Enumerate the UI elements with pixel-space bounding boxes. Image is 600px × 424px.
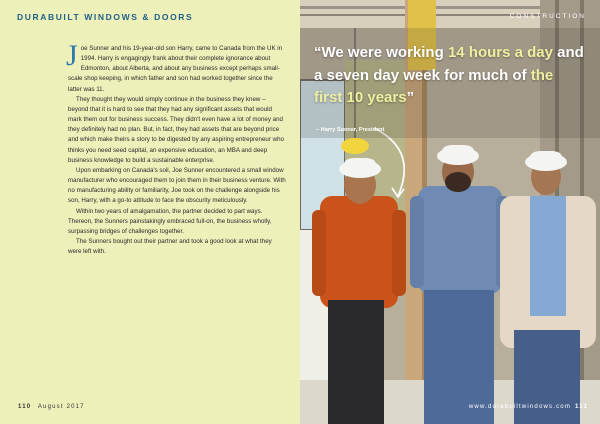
quote-middle: and a seven day week for much of	[314, 44, 584, 84]
paragraph-4: Within two years of amalgamation, the partner decided to part ways. Thereon, the Sunners painstakingly embraced full-on, the business wholly, surpassing bridges of challenges together.	[68, 207, 272, 235]
website-url[interactable]: www.durabuiltwindows.com	[468, 404, 572, 410]
quote-highlight-years: the first 10 years	[314, 66, 554, 106]
quote-highlight-hours: 14 hours a day	[447, 44, 553, 61]
paragraph-1: oe Sunner and his 19-year-old son Harry, came to Canada from the UK in 1994. Harry is engagingly frank about their complete ignorance about Edmonton, about Alberta, and about any business except perhaps small-scale shop keeping, in which father and son had worked together since the latter was 11.	[68, 45, 283, 93]
section-label: CONSTRUCTION	[509, 13, 586, 20]
pull-quote	[314, 42, 584, 110]
right-folio	[469, 404, 588, 410]
paragraph-3: Upon embarking on Canada's soil, Joe Sunner encountered a small window manufacturer who encouraged them to join them in their business venture. With no manufacturing ability or familiarity, Joe took on the challenge alongside his son, Harry, with a go-to attitude to face the obscurity meticulously.	[68, 166, 286, 205]
page-number-right: 111	[575, 404, 588, 410]
drop-cap: J	[66, 39, 78, 72]
article-body	[66, 39, 286, 257]
paragraph-5: The Sunners bought out their partner and took a good look at what they were left with.	[68, 237, 272, 256]
quote-close: ”	[406, 89, 415, 106]
quote-attribution: – Harry Sunner, President	[316, 127, 385, 133]
right-page	[300, 0, 600, 424]
issue-date: August 2017	[37, 404, 85, 410]
brand-header: DURABUILT WINDOWS & DOORS	[17, 12, 194, 22]
paragraph-2: They thought they would simply continue in the business they knew – beyond that it is hard to see that they had any significant assets that would mark them out for business success. They didn't even have a lot of money and they definitely had no plan. But, in fact, they had assets that are beyond price and which make theirs a story to be digested by any aspiring entrepreneur who thinks you need seed capital, an expensive education, an MBA and deep business knowledge to build a sustainable enterprise.	[68, 95, 284, 164]
page-number-left: 110	[18, 404, 32, 410]
quote-open: “We were working	[314, 44, 448, 61]
left-folio	[18, 404, 85, 410]
